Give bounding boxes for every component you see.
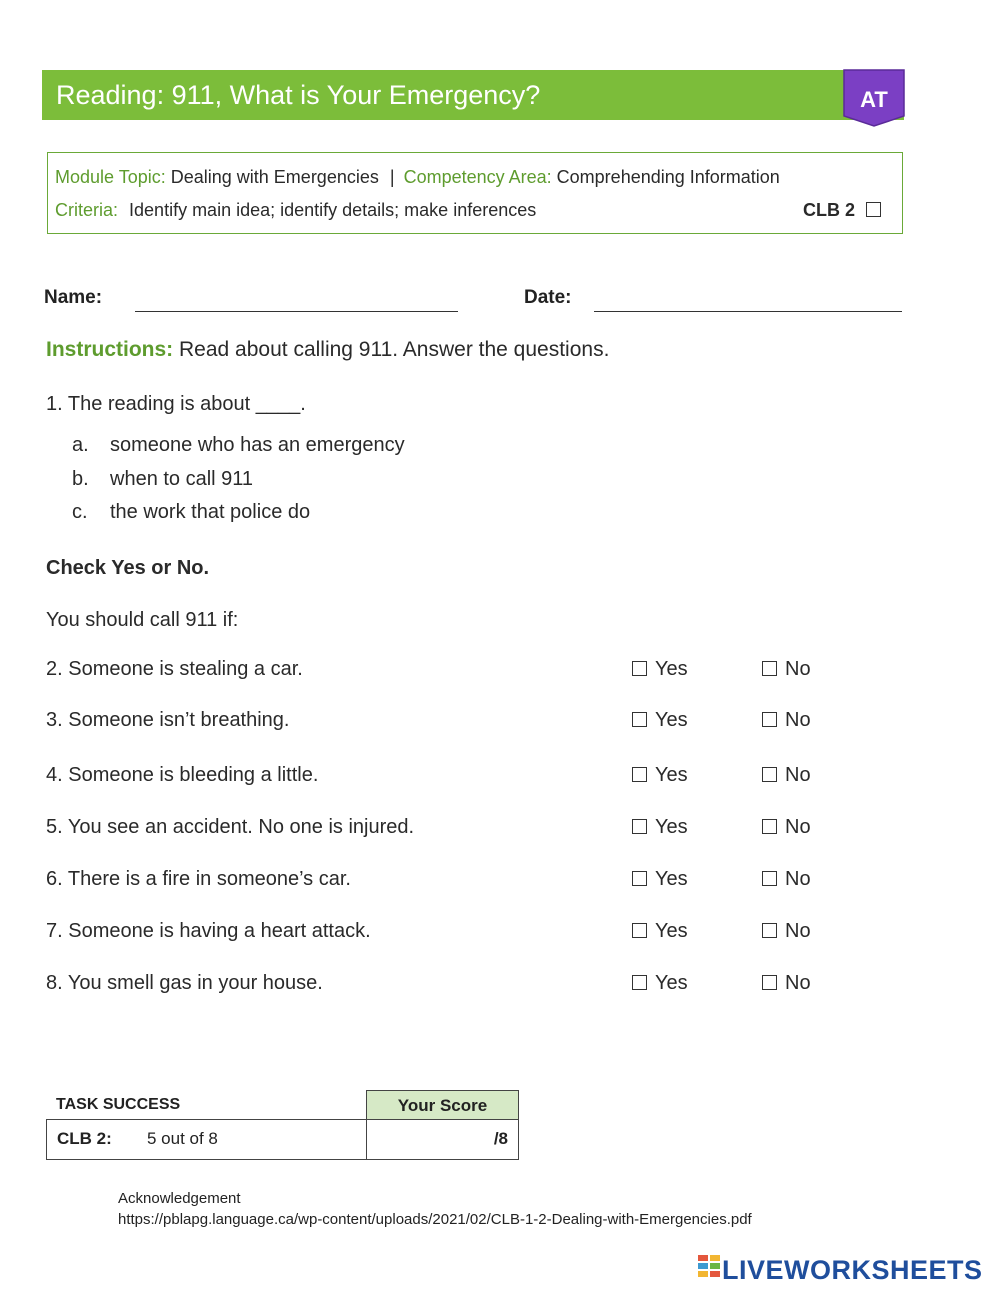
question-7-yes[interactable] — [632, 920, 688, 943]
yes-checkbox[interactable] — [632, 923, 647, 938]
question-2: 2. Someone is stealing a car. — [46, 658, 303, 680]
module-info-box — [47, 152, 903, 234]
date-label: Date: — [524, 287, 572, 308]
no-checkbox[interactable] — [762, 661, 777, 676]
task-success-table — [46, 1090, 519, 1160]
option-letter: a. — [72, 434, 89, 456]
yes-checkbox[interactable] — [632, 819, 647, 834]
module-topic-value: Dealing with Emergencies — [170, 167, 379, 187]
yes-checkbox[interactable] — [632, 871, 647, 886]
question-2-no[interactable] — [762, 658, 811, 681]
yes-label: Yes — [655, 764, 688, 786]
task-success-title: TASK SUCCESS — [56, 1096, 181, 1113]
clb-checkbox-row[interactable] — [803, 200, 881, 221]
your-score-header: Your Score — [366, 1090, 519, 1119]
no-label: No — [785, 868, 811, 890]
question-1-option-c[interactable] — [72, 501, 310, 524]
question-3-yes[interactable] — [632, 709, 688, 732]
clb-row — [46, 1119, 366, 1160]
option-text: someone who has an emergency — [110, 434, 405, 456]
separator: | — [389, 167, 395, 187]
question-8-yes[interactable] — [632, 972, 688, 995]
question-1-prompt: 1. The reading is about ____. — [46, 393, 306, 415]
question-8-no[interactable] — [762, 972, 811, 995]
question-4-yes[interactable] — [632, 764, 688, 787]
option-text: the work that police do — [110, 501, 311, 523]
question-6-yes[interactable] — [632, 868, 688, 891]
clb-row-value: 5 out of 8 — [147, 1129, 218, 1148]
question-7-no[interactable] — [762, 920, 811, 943]
check-yes-no-heading: Check Yes or No. — [46, 557, 210, 579]
yes-label: Yes — [655, 868, 688, 890]
option-text: when to call 911 — [110, 468, 254, 490]
date-field[interactable] — [594, 311, 902, 312]
clb-checkbox[interactable] — [866, 202, 881, 217]
question-1-option-b[interactable] — [72, 468, 253, 491]
question-4: 4. Someone is bleeding a little. — [46, 764, 319, 786]
badge-label: AT — [860, 87, 888, 112]
yes-checkbox[interactable] — [632, 661, 647, 676]
instructions-label: Instructions: — [46, 338, 174, 361]
question-8: 8. You smell gas in your house. — [46, 972, 323, 994]
score-input[interactable]: /8 — [366, 1119, 519, 1160]
instructions — [46, 338, 609, 362]
no-label: No — [785, 709, 811, 731]
question-4-no[interactable] — [762, 764, 811, 787]
criteria-value: Identify main idea; identify details; make inferences — [129, 200, 537, 220]
name-field[interactable] — [135, 311, 458, 312]
option-letter: c. — [72, 501, 88, 523]
question-5: 5. You see an accident. No one is injured. — [46, 816, 415, 838]
question-5-yes[interactable] — [632, 816, 688, 839]
option-letter: b. — [72, 468, 89, 490]
clb-row-label: CLB 2: — [57, 1129, 112, 1148]
instructions-text: Read about calling 911. Answer the questions. — [179, 338, 610, 361]
yes-checkbox[interactable] — [632, 767, 647, 782]
liveworksheets-wordmark: LIVEWORKSHEETS — [722, 1255, 983, 1285]
competency-value: Comprehending Information — [556, 167, 780, 187]
clb-label: CLB 2 — [803, 200, 856, 220]
at-badge — [842, 68, 906, 128]
liveworksheets-logo — [698, 1255, 983, 1286]
question-6-no[interactable] — [762, 868, 811, 891]
no-checkbox[interactable] — [762, 712, 777, 727]
question-6: 6. There is a fire in someone’s car. — [46, 868, 351, 890]
criteria-label: Criteria: — [55, 200, 119, 220]
no-label: No — [785, 816, 811, 838]
no-label: No — [785, 764, 811, 786]
page-title: Reading: 911, What is Your Emergency? — [56, 80, 541, 110]
no-checkbox[interactable] — [762, 819, 777, 834]
no-checkbox[interactable] — [762, 923, 777, 938]
call-911-intro: You should call 911 if: — [46, 609, 239, 631]
question-2-yes[interactable] — [632, 658, 688, 681]
yes-checkbox[interactable] — [632, 712, 647, 727]
no-label: No — [785, 972, 811, 994]
liveworksheets-icon — [698, 1255, 722, 1281]
module-topic-label: Module Topic: — [55, 167, 166, 187]
question-3-no[interactable] — [762, 709, 811, 732]
module-topic-line — [55, 167, 780, 188]
yes-label: Yes — [655, 658, 688, 680]
acknowledgement-url[interactable]: https://pblapg.language.ca/wp-content/uploads/2021/02/CLB-1-2-Dealing-with-Emergencies.pdf — [118, 1211, 752, 1228]
question-7: 7. Someone is having a heart attack. — [46, 920, 371, 942]
yes-label: Yes — [655, 816, 688, 838]
yes-label: Yes — [655, 972, 688, 994]
criteria-line — [55, 200, 536, 221]
question-5-no[interactable] — [762, 816, 811, 839]
no-checkbox[interactable] — [762, 767, 777, 782]
yes-label: Yes — [655, 920, 688, 942]
question-1-option-a[interactable] — [72, 434, 405, 457]
question-3: 3. Someone isn’t breathing. — [46, 709, 290, 731]
no-label: No — [785, 920, 811, 942]
no-checkbox[interactable] — [762, 975, 777, 990]
acknowledgement-label: Acknowledgement — [118, 1190, 241, 1207]
name-label: Name: — [44, 287, 103, 308]
competency-label: Competency Area: — [403, 167, 552, 187]
no-label: No — [785, 658, 811, 680]
yes-checkbox[interactable] — [632, 975, 647, 990]
no-checkbox[interactable] — [762, 871, 777, 886]
yes-label: Yes — [655, 709, 688, 731]
